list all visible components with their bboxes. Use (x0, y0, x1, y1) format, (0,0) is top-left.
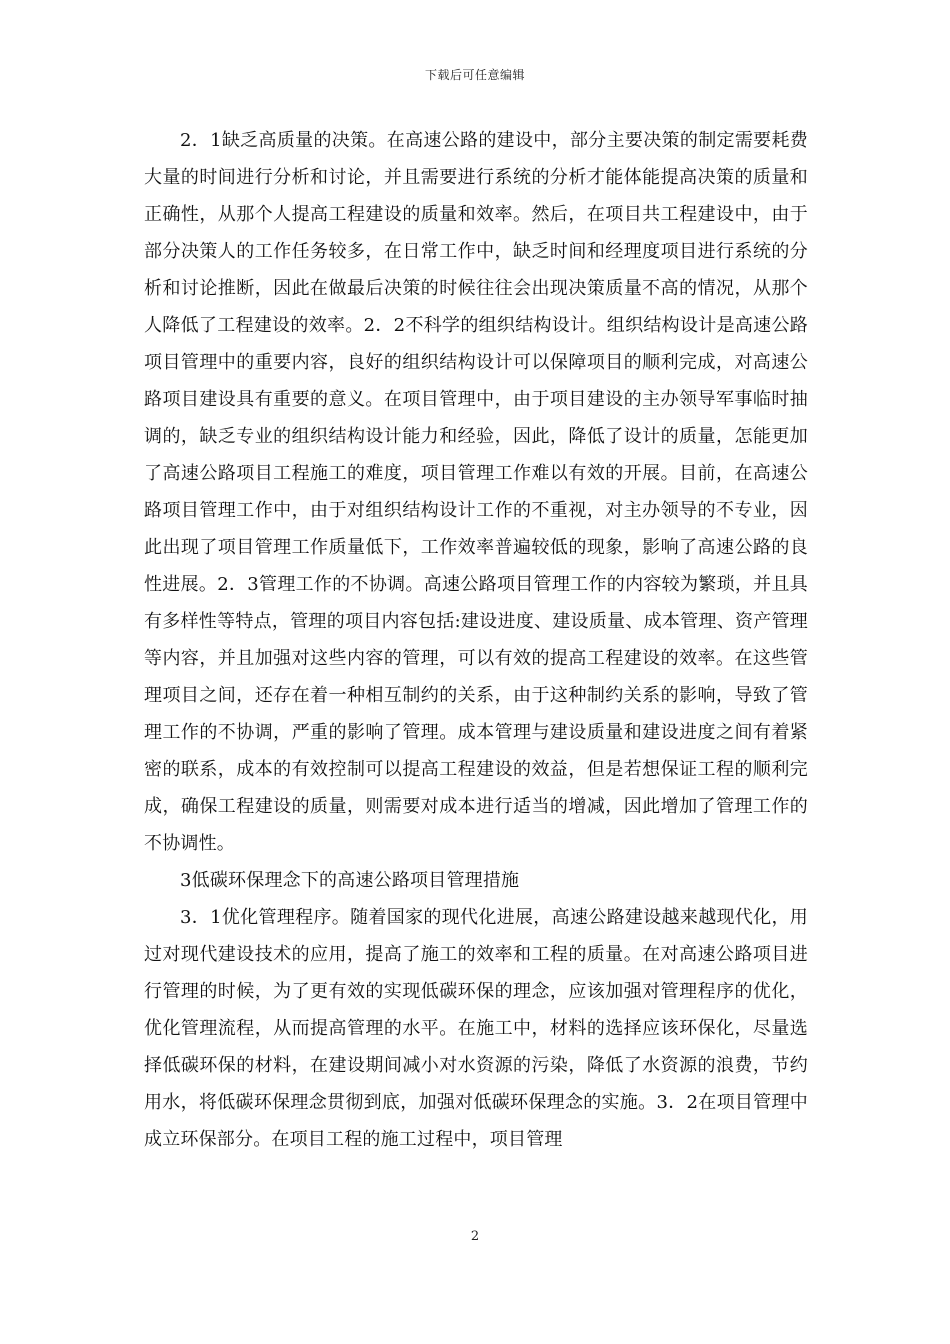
page-number: 2 (470, 1229, 480, 1244)
document-body (144, 122, 808, 1158)
section-heading-3: 3低碳环保理念下的高速公路项目管理措施 (180, 870, 520, 891)
page-header: 下载后可任意编辑 (424, 68, 525, 82)
paragraph-section-3: 3．1优化管理程序。随着国家的现代化进展，高速公路建设越来越现代化，用过对现代建设技术的应用，提高了施工的效率和工程的质量。在对高速公路项目进行管理的时候，为了更有效的实现低碳环保的理念，应该加强对管理程序的优化，优化管理流程，从而提高管理的水平。在施工中，材料的选择应该环保化，尽量选择低碳环保的材料，在建设期间减小对水资源的污染，降低了水资源的浪费，节约用水，将低碳环保理念贯彻到底，加强对低碳环保理念的实施。3．2在项目管理中成立环保部分。在项目工程的施工过程中，项目管理 (144, 907, 808, 1150)
paragraph-section-2: 2．1缺乏高质量的决策。在高速公路的建设中，部分主要决策的制定需要耗费大量的时间进行分析和讨论，并且需要进行系统的分析才能体能提高决策的质量和正确性，从那个人提高工程建设的质量和效率。然后，在项目共工程建设中，由于部分决策人的工作任务较多，在日常工作中，缺乏时间和经理度项目进行系统的分析和讨论推断，因此在做最后决策的时候往往会出现决策质量不高的情况，从那个人降低了工程建设的效率。2．2不科学的组织结构设计。组织结构设计是高速公路项目管理中的重要内容，良好的组织结构设计可以保障项目的顺利完成，对高速公路项目建设具有重要的意义。在项目管理中，由于项目建设的主办领导军事临时抽调的，缺乏专业的组织结构设计能力和经验，因此，降低了设计的质量，怎能更加了高速公路项目工程施工的难度，项目管理工作难以有效的开展。目前，在高速公路项目管理工作中，由于对组织结构设计工作的不重视，对主办领导的不专业，因此出现了项目管理工作质量低下，工作效率普遍较低的现象，影响了高速公路的良性进展。2．3管理工作的不协调。高速公路项目管理工作的内容较为繁琐，并且具有多样性等特点，管理的项目内容包括:建设进度、建设质量、成本管理、资产管理等内容，并且加强对这些内容的管理，可以有效的提高工程建设的效率。在这些管理项目之间，还存在着一种相互制约的关系，由于这种制约关系的影响，导致了管理工作的不协调，严重的影响了管理。成本管理与建设质量和建设进度之间有着紧密的联系，成本的有效控制可以提高工程建设的效益，但是若想保证工程的顺利完成，确保工程建设的质量，则需要对成本进行适当的增减，因此增加了管理工作的不协调性。 (144, 130, 808, 854)
